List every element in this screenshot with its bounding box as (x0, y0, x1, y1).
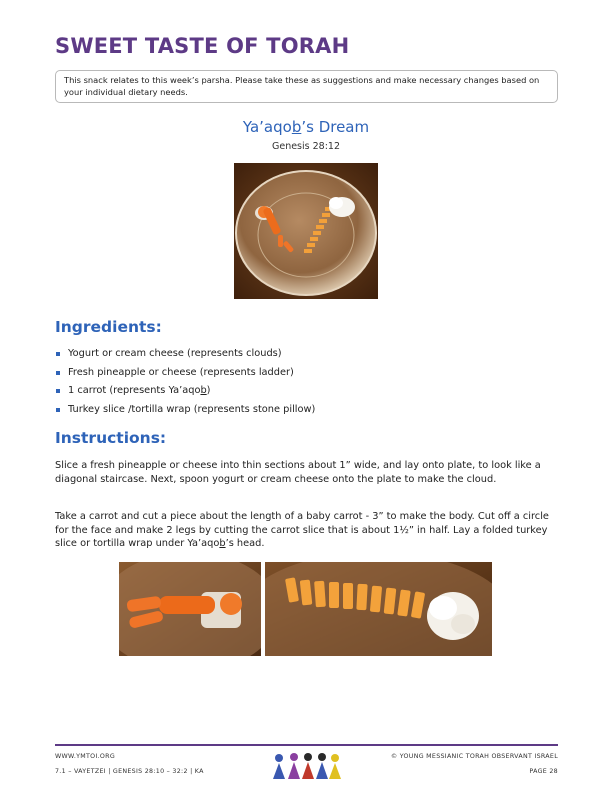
dietary-notice: This snack relates to this week’s parsha. Please take these as suggestions and make necessary changes based on your individual dietary needs. (55, 70, 558, 103)
bullet-icon (56, 389, 60, 393)
instructions-paragraph-2 (55, 510, 558, 551)
footer-copyright: © YOUNG MESSIANIC TORAH OBSERVANT ISRAEL (390, 753, 558, 760)
instructions-heading: Instructions: (55, 429, 167, 447)
ingredient-text-underlined: b (200, 385, 207, 396)
page-title: SWEET TASTE OF TORAH (55, 34, 350, 58)
instructions-paragraph-1: Slice a fresh pineapple or cheese into thin sections about 1” wide, and lay onto plate, to look like a diagonal staircase. Next, spoon yogurt or cream cheese onto the plate to make the cloud. (55, 460, 541, 485)
bullet-icon (56, 371, 60, 375)
scripture-reference: Genesis 28:12 (271, 141, 340, 152)
recipe-title-part: ’s Dream (301, 118, 370, 136)
instructions-text-underlined: b (219, 538, 226, 549)
list-item (55, 382, 315, 401)
recipe-photo-figure (119, 562, 261, 656)
recipe-title-underlined: b (291, 118, 302, 136)
ingredient-text: Fresh pineapple or cheese (represents ladder) (68, 366, 294, 378)
recipe-title (0, 118, 612, 136)
bullet-icon (56, 352, 60, 356)
list-item (55, 345, 315, 364)
recipe-photo-ladder (265, 562, 492, 656)
instructions-text: Take a carrot and cut a piece about the length of a baby carrot - 3” to make the body. Cut off a circle for the face and make 2 legs by cutting the carrot slice that is about 1½” in half. Lay a folded turkey slice or tortilla wrap under Ya’aqo (55, 511, 549, 549)
ingredient-text: 1 carrot (represents Ya’aqo (68, 385, 201, 396)
footer-divider (55, 744, 558, 746)
recipe-photo-plate (234, 163, 378, 299)
ingredients-heading: Ingredients: (55, 318, 162, 336)
instructions-text: ’s head. (225, 538, 265, 549)
ymtoi-logo-icon (270, 751, 342, 781)
bullet-icon (56, 408, 60, 412)
ingredient-text: Yogurt or cream cheese (represents clouds) (68, 348, 282, 359)
footer-parsha-info: 7.1 – VAYETZEI | GENESIS 28:10 – 32:2 | KA (55, 768, 204, 775)
footer-website: WWW.YMTOI.ORG (55, 753, 116, 760)
list-item (55, 364, 315, 383)
ingredient-text: Turkey slice /tortilla wrap (represents stone pillow) (68, 403, 316, 415)
recipe-title-part: Ya’aqo (242, 118, 292, 136)
list-item (55, 401, 315, 420)
footer-page-number: PAGE 28 (529, 768, 558, 775)
ingredients-list (55, 345, 315, 419)
ingredient-text: ) (206, 385, 211, 396)
